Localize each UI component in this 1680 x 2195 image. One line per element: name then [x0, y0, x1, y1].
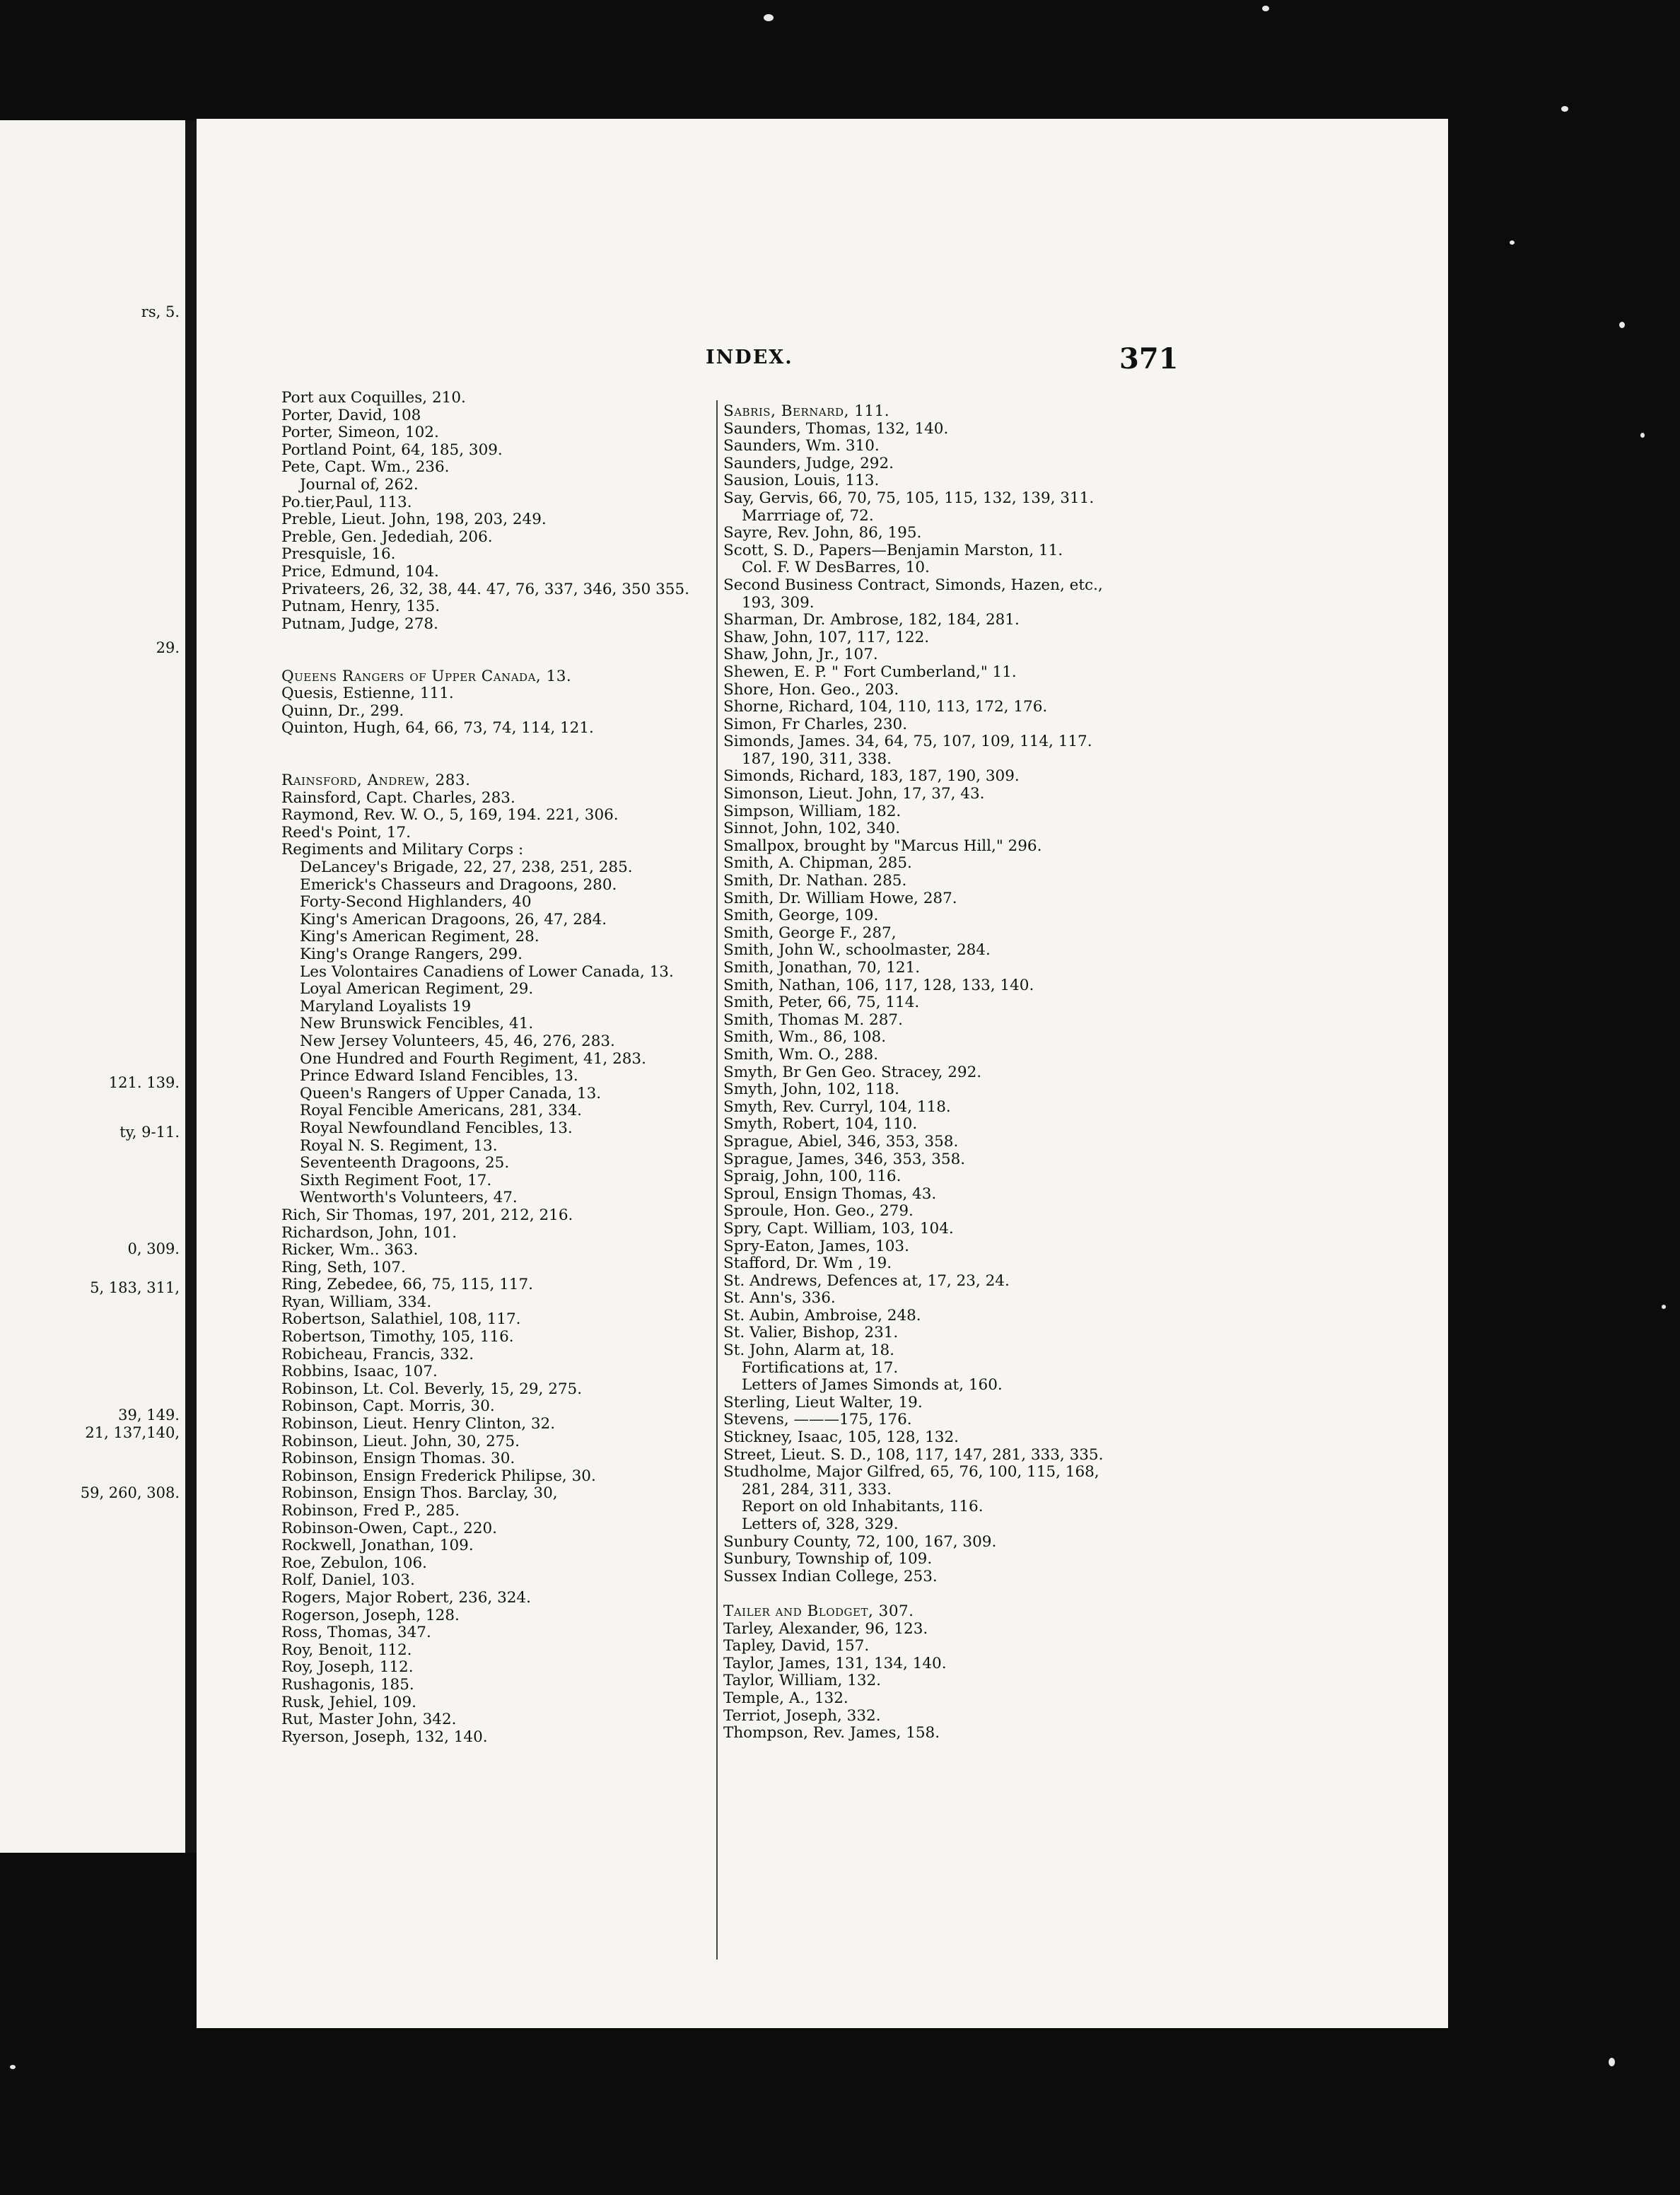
index-entry: Shaw, John, Jr., 107.: [723, 646, 878, 664]
index-entry: Privateers, 26, 32, 38, 44. 47, 76, 337, 346, 350 355.: [281, 580, 689, 598]
facing-page-fragment: [0, 120, 185, 1853]
index-entry: Shore, Hon. Geo., 203.: [723, 680, 899, 699]
index-entry: Queen's Rangers of Upper Canada, 13.: [300, 1084, 602, 1102]
index-entry: Ring, Zebedee, 66, 75, 115, 117.: [281, 1276, 533, 1294]
index-entry: Smith, George, 109.: [723, 907, 879, 925]
index-column-left: [281, 390, 720, 1746]
index-entry: Robicheau, Francis, 332.: [281, 1345, 474, 1363]
index-entry: Price, Edmund, 104.: [281, 562, 439, 581]
scan-speck: [1619, 322, 1625, 328]
index-entry: Presquisle, 16.: [281, 545, 396, 564]
index-entry: Smith, Thomas M. 287.: [723, 1011, 903, 1029]
index-entry: Queens Rangers of Upper Canada, 13.: [281, 667, 572, 685]
index-entry: Robinson, Lieut. Henry Clinton, 32.: [281, 1415, 556, 1433]
index-column-right: [723, 403, 1388, 1742]
index-entry: [723, 1585, 1388, 1603]
index-entry: [281, 738, 720, 755]
scan-speck: [1262, 6, 1269, 11]
index-entry: Sunbury County, 72, 100, 167, 309.: [723, 1532, 997, 1551]
index-entry: Spry-Eaton, James, 103.: [723, 1237, 909, 1255]
index-entry: Sausion, Louis, 113.: [723, 472, 880, 490]
index-entry: Letters of James Simonds at, 160.: [742, 1376, 1003, 1395]
index-entry: Seventeenth Dragoons, 25.: [300, 1154, 510, 1172]
scan-speck: [1662, 1305, 1666, 1309]
index-entry: Rolf, Daniel, 103.: [281, 1571, 415, 1590]
index-entry: Saunders, Judge, 292.: [723, 454, 894, 472]
index-entry: [281, 755, 720, 772]
index-entry: Rainsford, Capt. Charles, 283.: [281, 788, 515, 807]
index-entry: Maryland Loyalists 19: [300, 997, 472, 1015]
index-entry: Royal Newfoundland Fencibles, 13.: [300, 1119, 573, 1137]
index-entry: Sprague, James, 346, 353, 358.: [723, 1150, 966, 1168]
facing-page-text: 0, 309.: [127, 1240, 180, 1257]
index-entry: Second Business Contract, Simonds, Hazen, etc.,: [723, 576, 1103, 594]
facing-page-text: 59, 260, 308.: [80, 1484, 180, 1501]
index-entry: Roy, Benoit, 112.: [281, 1641, 412, 1659]
index-entry: Terriot, Joseph, 332.: [723, 1706, 881, 1725]
index-entry: Stafford, Dr. Wm , 19.: [723, 1254, 892, 1273]
index-entry: Smyth, Br Gen Geo. Stracey, 292.: [723, 1063, 982, 1081]
index-entry: Porter, David, 108: [281, 406, 421, 424]
index-entry: One Hundred and Fourth Regiment, 41, 283.: [300, 1049, 646, 1068]
index-entry: King's American Regiment, 28.: [300, 928, 539, 946]
index-entry: Spry, Capt. William, 103, 104.: [723, 1219, 954, 1238]
index-entry: Smith, John W., schoolmaster, 284.: [723, 941, 991, 960]
index-entry: Robinson-Owen, Capt., 220.: [281, 1519, 498, 1537]
index-entry: [281, 651, 720, 668]
index-entry: Forty-Second Highlanders, 40: [300, 893, 532, 912]
index-entry: Emerick's Chasseurs and Dragoons, 280.: [300, 875, 617, 894]
index-entry: Sayre, Rev. John, 86, 195.: [723, 524, 922, 542]
index-entry: Roe, Zebulon, 106.: [281, 1554, 428, 1572]
index-entry: St. Valier, Bishop, 231.: [723, 1324, 899, 1342]
index-entry: St. John, Alarm at, 18.: [723, 1341, 895, 1360]
index-entry: Rusk, Jehiel, 109.: [281, 1693, 416, 1711]
page-number: 371: [1119, 342, 1179, 375]
index-entry: Journal of, 262.: [300, 475, 419, 494]
index-entry: Sussex Indian College, 253.: [723, 1567, 938, 1585]
index-entry: St. Ann's, 336.: [723, 1289, 836, 1308]
index-entry: 281, 284, 311, 333.: [742, 1480, 892, 1498]
facing-page-text: 21, 137,140,: [85, 1424, 180, 1441]
index-entry: Smith, Jonathan, 70, 121.: [723, 959, 921, 977]
index-entry: Rut, Master John, 342.: [281, 1711, 457, 1729]
index-entry: Marrriage of, 72.: [742, 506, 874, 525]
running-head-title: INDEX.: [706, 347, 793, 368]
index-entry: Sproule, Hon. Geo., 279.: [723, 1202, 914, 1221]
index-entry: Simonds, James. 34, 64, 75, 107, 109, 114, 117.: [723, 733, 1092, 751]
index-entry: Smyth, John, 102, 118.: [723, 1081, 899, 1099]
index-entry: Robinson, Ensign Thos. Barclay, 30,: [281, 1484, 558, 1503]
facing-page-text: 29.: [156, 639, 180, 656]
index-entry: Rainsford, Andrew, 283.: [281, 772, 471, 790]
index-entry: Po.tier,Paul, 113.: [281, 493, 412, 511]
index-entry: Saunders, Wm. 310.: [723, 437, 880, 455]
index-entry: Wentworth's Volunteers, 47.: [300, 1189, 518, 1207]
index-entry: Smyth, Rev. Curryl, 104, 118.: [723, 1098, 951, 1116]
index-entry: Putnam, Judge, 278.: [281, 615, 438, 633]
index-entry: Preble, Gen. Jedediah, 206.: [281, 528, 493, 546]
index-entry: Richardson, John, 101.: [281, 1223, 457, 1242]
scan-speck: [1510, 240, 1515, 245]
index-entry: Ricker, Wm.. 363.: [281, 1241, 419, 1259]
index-entry: Temple, A., 132.: [723, 1689, 848, 1707]
index-entry: Raymond, Rev. W. O., 5, 169, 194. 221, 306.: [281, 806, 619, 825]
index-entry: Smith, Dr. William Howe, 287.: [723, 889, 957, 907]
index-entry: Tailer and Blodget, 307.: [723, 1602, 914, 1620]
index-entry: Robinson, Ensign Frederick Philipse, 30.: [281, 1467, 596, 1485]
scan-speck: [764, 14, 774, 21]
index-entry: 193, 309.: [742, 593, 815, 612]
index-entry: Tapley, David, 157.: [723, 1637, 870, 1655]
index-entry: Stevens, ———175, 176.: [723, 1411, 912, 1429]
index-entry: Robertson, Salathiel, 108, 117.: [281, 1310, 521, 1329]
index-entry: St. Andrews, Defences at, 17, 23, 24.: [723, 1271, 1010, 1290]
index-entry: Sixth Regiment Foot, 17.: [300, 1171, 492, 1189]
index-entry: Portland Point, 64, 185, 309.: [281, 441, 503, 459]
index-entry: Saunders, Thomas, 132, 140.: [723, 419, 949, 438]
index-entry: Simon, Fr Charles, 230.: [723, 715, 908, 733]
index-entry: Quesis, Estienne, 111.: [281, 685, 454, 703]
index-entry: King's Orange Rangers, 299.: [300, 945, 523, 963]
index-entry: Fortifications at, 17.: [742, 1358, 899, 1377]
index-entry: Simonson, Lieut. John, 17, 37, 43.: [723, 785, 985, 803]
index-entry: Sunbury, Township of, 109.: [723, 1550, 933, 1568]
index-entry: St. Aubin, Ambroise, 248.: [723, 1306, 921, 1324]
facing-page-text: 39, 149.: [118, 1407, 180, 1423]
index-entry: Sharman, Dr. Ambrose, 182, 184, 281.: [723, 611, 1020, 629]
index-entry: Robbins, Isaac, 107.: [281, 1363, 438, 1381]
index-entry: Smith, Wm. O., 288.: [723, 1045, 879, 1064]
index-entry: Smith, A. Chipman, 285.: [723, 854, 912, 873]
index-entry: Robinson, Capt. Morris, 30.: [281, 1397, 495, 1416]
index-entry: Say, Gervis, 66, 70, 75, 105, 115, 132, 139, 311.: [723, 489, 1095, 507]
index-entry: 187, 190, 311, 338.: [742, 750, 892, 768]
index-page: [197, 119, 1448, 2028]
index-entry: Port aux Coquilles, 210.: [281, 389, 466, 407]
index-entry: Robinson, Lieut. John, 30, 275.: [281, 1432, 520, 1450]
index-entry: Smyth, Robert, 104, 110.: [723, 1115, 918, 1134]
index-entry: Roy, Joseph, 112.: [281, 1658, 414, 1677]
facing-page-text: ty, 9-11.: [119, 1124, 180, 1141]
index-entry: Quinn, Dr., 299.: [281, 701, 404, 720]
scan-speck: [1640, 433, 1645, 438]
facing-page-text: 121. 139.: [108, 1074, 180, 1091]
index-entry: Simonds, Richard, 183, 187, 190, 309.: [723, 767, 1020, 786]
index-entry: Simpson, William, 182.: [723, 802, 902, 820]
index-entry: Ross, Thomas, 347.: [281, 1624, 431, 1642]
index-entry: New Jersey Volunteers, 45, 46, 276, 283.: [300, 1032, 615, 1050]
index-entry: Sprague, Abiel, 346, 353, 358.: [723, 1132, 959, 1151]
index-entry: DeLancey's Brigade, 22, 27, 238, 251, 285.: [300, 858, 633, 877]
index-entry: Col. F. W DesBarres, 10.: [742, 559, 930, 577]
index-entry: Rockwell, Jonathan, 109.: [281, 1537, 474, 1555]
index-entry: Spraig, John, 100, 116.: [723, 1168, 902, 1186]
index-entry: Ring, Seth, 107.: [281, 1258, 406, 1276]
index-entry: Sproul, Ensign Thomas, 43.: [723, 1184, 937, 1203]
index-entry: Taylor, James, 131, 134, 140.: [723, 1654, 947, 1672]
index-entry: Putnam, Henry, 135.: [281, 598, 441, 616]
index-entry: [281, 633, 720, 651]
index-entry: Taylor, William, 132.: [723, 1672, 882, 1690]
column-divider: [716, 400, 718, 1960]
index-entry: Quinton, Hugh, 64, 66, 73, 74, 114, 121.: [281, 719, 594, 738]
index-entry: King's American Dragoons, 26, 47, 284.: [300, 910, 607, 928]
facing-page-text: 5, 183, 311,: [90, 1279, 180, 1296]
index-entry: Tarley, Alexander, 96, 123.: [723, 1619, 928, 1638]
index-entry: Les Volontaires Canadiens of Lower Canada, 13.: [300, 962, 674, 981]
index-entry: New Brunswick Fencibles, 41.: [300, 1015, 534, 1033]
index-entry: Smith, Wm., 86, 108.: [723, 1028, 887, 1047]
facing-page-text: rs, 5.: [141, 303, 180, 320]
scan-speck: [10, 2065, 16, 2069]
index-entry: Shewen, E. P. " Fort Cumberland," 11.: [723, 663, 1017, 681]
index-entry: Regiments and Military Corps :: [281, 841, 524, 859]
index-entry: Smith, Peter, 66, 75, 114.: [723, 994, 920, 1012]
index-entry: Ryan, William, 334.: [281, 1293, 432, 1311]
index-entry: Ryerson, Joseph, 132, 140.: [281, 1728, 488, 1746]
page-header: [197, 342, 1448, 382]
index-entry: Smith, Nathan, 106, 117, 128, 133, 140.: [723, 976, 1034, 994]
index-entry: Sabris, Bernard, 111.: [723, 402, 890, 420]
index-entry: Robinson, Lt. Col. Beverly, 15, 29, 275.: [281, 1380, 583, 1398]
index-entry: Smallpox, brought by "Marcus Hill," 296.: [723, 837, 1042, 855]
index-entry: Sinnot, John, 102, 340.: [723, 820, 901, 838]
index-entry: Shaw, John, 107, 117, 122.: [723, 628, 930, 646]
scan-speck: [1561, 106, 1568, 112]
index-entry: Robinson, Ensign Thomas. 30.: [281, 1450, 515, 1468]
index-entry: Loyal American Regiment, 29.: [300, 980, 534, 998]
index-entry: Sterling, Lieut Walter, 19.: [723, 1393, 923, 1411]
index-entry: Rushagonis, 185.: [281, 1675, 414, 1694]
index-entry: Street, Lieut. S. D., 108, 117, 147, 281, 333, 335.: [723, 1445, 1104, 1464]
index-entry: Robertson, Timothy, 105, 116.: [281, 1328, 514, 1346]
index-entry: Studholme, Major Gilfred, 65, 76, 100, 115, 168,: [723, 1463, 1099, 1481]
index-entry: Royal Fencible Americans, 281, 334.: [300, 1102, 583, 1120]
index-entry: Porter, Simeon, 102.: [281, 424, 439, 442]
index-entry: Robinson, Fred P., 285.: [281, 1502, 460, 1520]
index-entry: Scott, S. D., Papers—Benjamin Marston, 11.: [723, 541, 1063, 559]
index-entry: Preble, Lieut. John, 198, 203, 249.: [281, 511, 547, 529]
index-entry: Smith, Dr. Nathan. 285.: [723, 872, 907, 890]
index-entry: Stickney, Isaac, 105, 128, 132.: [723, 1428, 959, 1447]
index-entry: Shorne, Richard, 104, 110, 113, 172, 176.: [723, 698, 1048, 716]
index-entry: Letters of, 328, 329.: [742, 1515, 899, 1533]
index-entry: Rogers, Major Robert, 236, 324.: [281, 1588, 531, 1607]
index-entry: Rich, Sir Thomas, 197, 201, 212, 216.: [281, 1206, 573, 1224]
index-entry: Pete, Capt. Wm., 236.: [281, 458, 450, 477]
index-entry: Rogerson, Joseph, 128.: [281, 1606, 460, 1624]
scan-speck: [1609, 2058, 1615, 2066]
index-entry: Prince Edward Island Fencibles, 13.: [300, 1067, 578, 1085]
index-entry: Thompson, Rev. James, 158.: [723, 1724, 940, 1742]
index-entry: Report on old Inhabitants, 116.: [742, 1498, 984, 1516]
index-entry: Royal N. S. Regiment, 13.: [300, 1136, 498, 1155]
index-entry: Reed's Point, 17.: [281, 823, 411, 842]
index-entry: Smith, George F., 287,: [723, 924, 897, 942]
